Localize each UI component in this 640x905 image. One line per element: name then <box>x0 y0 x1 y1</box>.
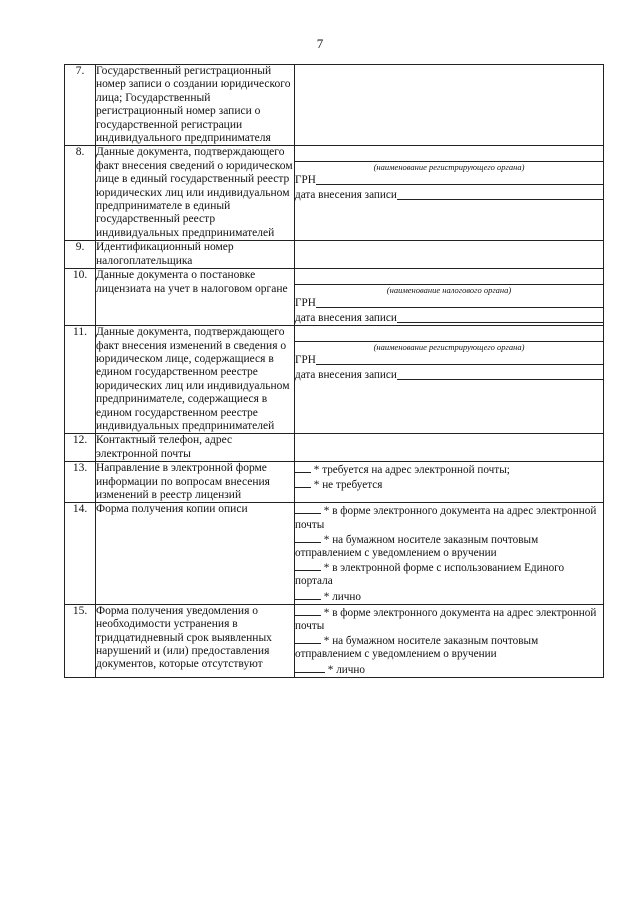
row-number: 12. <box>65 434 96 462</box>
row-number: 11. <box>65 326 96 434</box>
option-blank[interactable] <box>295 560 321 571</box>
table-row <box>65 503 604 604</box>
row-number: 15. <box>65 604 96 677</box>
authority-caption: (наименование регистрирующего органа) <box>373 162 525 173</box>
option-text: * не требуется <box>313 479 383 492</box>
grn-label: ГРН <box>295 354 316 367</box>
option-text: * требуется на адрес электронной почты; <box>313 464 510 477</box>
authority-name-line[interactable] <box>295 329 603 342</box>
table-row <box>65 434 604 462</box>
option-blank[interactable] <box>295 477 311 488</box>
option-unified-portal[interactable] <box>295 560 603 588</box>
row-number: 9. <box>65 241 96 269</box>
notification-options-cell <box>295 462 604 503</box>
row-number: 10. <box>65 269 96 326</box>
option-in-person[interactable] <box>295 662 603 677</box>
tax-authority-caption: (наименование налогового органа) <box>386 285 512 296</box>
violation-notice-options-cell <box>295 604 604 677</box>
grn-label: ГРН <box>295 174 316 187</box>
option-text: * лично <box>323 590 361 603</box>
application-form-table <box>64 64 604 678</box>
ogrn-value-cell[interactable] <box>295 65 604 146</box>
option-text: * на бумажном носителе заказным почтовым отправлением с уведомлением о вручении <box>295 635 539 661</box>
option-text: * на бумажном носителе заказным почтовым отправлением с уведомлением о вручении <box>295 533 539 559</box>
row-label: Форма получения уведомления о необходимости устранения в тридцатидневный срок выявленных нарушений и (или) предоставления документов, которые отсутствуют <box>96 604 295 677</box>
option-blank[interactable] <box>295 503 321 514</box>
option-blank[interactable] <box>295 462 311 473</box>
table-row <box>65 462 604 503</box>
option-paper-mail[interactable] <box>295 532 603 560</box>
table-row <box>65 65 604 146</box>
table-row <box>65 326 604 434</box>
row-number: 8. <box>65 146 96 241</box>
table-row <box>65 604 604 677</box>
record-date-field[interactable] <box>295 368 603 382</box>
record-date-label: дата внесения записи <box>295 312 397 325</box>
authority-caption: (наименование регистрирующего органа) <box>373 342 525 353</box>
changes-doc-cell <box>295 326 604 434</box>
row-label: Контактный телефон, адрес электронной почты <box>96 434 295 462</box>
tax-authority-name-line[interactable] <box>295 272 603 285</box>
record-date-label: дата внесения записи <box>295 369 397 382</box>
table-row <box>65 241 604 269</box>
row-label: Направление в электронной форме информации по вопросам внесения изменений в реестр лицензий <box>96 462 295 503</box>
inn-value-cell[interactable] <box>295 241 604 269</box>
option-blank[interactable] <box>295 633 321 644</box>
grn-field[interactable] <box>295 353 603 367</box>
option-email-required[interactable] <box>295 462 603 477</box>
grn-label: ГРН <box>295 297 316 310</box>
page-number: 7 <box>316 36 324 51</box>
copy-form-options-cell <box>295 503 604 604</box>
grn-field[interactable] <box>295 173 603 187</box>
table-row <box>65 269 604 326</box>
record-date-label: дата внесения записи <box>295 189 397 202</box>
row-number: 14. <box>65 503 96 604</box>
option-blank[interactable] <box>295 589 321 600</box>
record-date-field[interactable] <box>295 188 603 202</box>
option-blank[interactable] <box>295 605 321 616</box>
row-label: Данные документа, подтверждающего факт внесения изменений в сведения о юридическом лице, содержащиеся в едином государственном реестре юридических лиц или индивидуальном предпринимателе, содержащиеся в едином государственном реестре индивидуальных предпринимателей <box>96 326 295 434</box>
option-text: * в форме электронного документа на адрес электронной почты <box>295 505 597 531</box>
row-label: Данные документа, подтверждающего факт внесения сведений о юридическом лице в единый государственный реестр юридических лиц или индивидуальном предпринимателе в единый государственный реестр индивидуальных предпринимателей <box>96 146 293 239</box>
option-electronic-email[interactable] <box>295 605 603 633</box>
option-blank[interactable] <box>295 662 325 673</box>
authority-name-line[interactable] <box>295 149 603 162</box>
option-text: * в электронной форме с использованием Единого портала <box>295 562 565 588</box>
option-electronic-email[interactable] <box>295 503 603 531</box>
row-label: Данные документа о постановке лицензиата на учет в налоговом органе <box>96 269 295 326</box>
option-blank[interactable] <box>295 532 321 543</box>
registration-doc-cell <box>295 146 604 241</box>
table-row <box>65 146 604 241</box>
option-not-required[interactable] <box>295 477 603 492</box>
option-text: * в форме электронного документа на адрес электронной почты <box>295 606 597 632</box>
row-number: 7. <box>65 65 96 146</box>
option-in-person[interactable] <box>295 589 603 604</box>
tax-registration-cell <box>295 269 604 326</box>
record-date-field[interactable] <box>295 311 603 325</box>
contact-value-cell[interactable] <box>295 434 604 462</box>
row-label: Форма получения копии описи <box>96 503 295 604</box>
grn-field[interactable] <box>295 296 603 310</box>
row-number: 13. <box>65 462 96 503</box>
row-label: Идентификационный номер налогоплательщика <box>96 241 295 269</box>
option-text: * лично <box>327 663 365 676</box>
option-paper-mail[interactable] <box>295 633 603 661</box>
row-label: Государственный регистрационный номер записи о создании юридического лица; Государственный регистрационный номер записи о государственной регистрации индивидуального предпринимателя <box>96 65 295 146</box>
